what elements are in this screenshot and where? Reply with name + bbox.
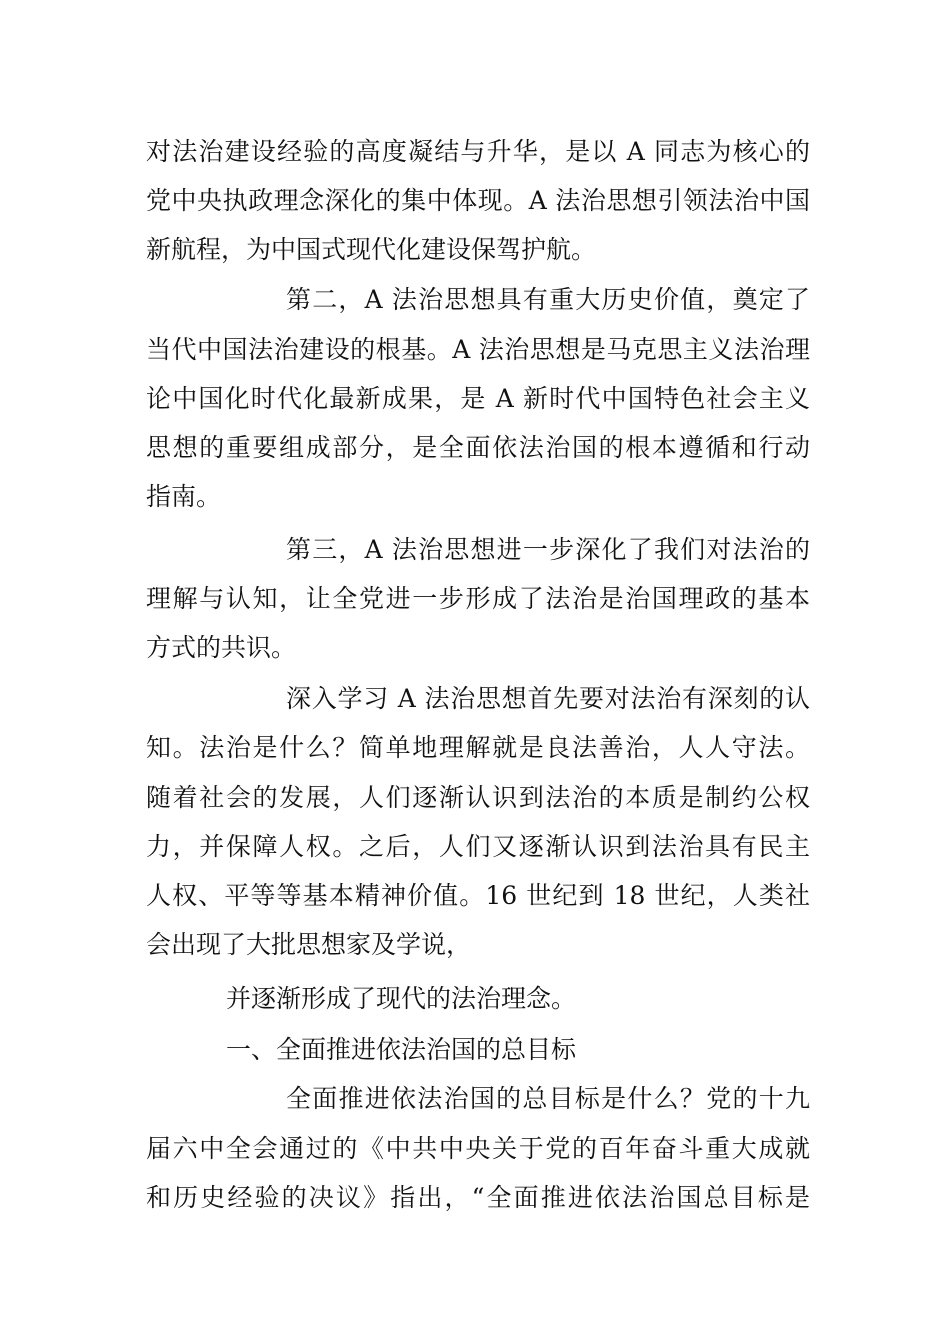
text-line: 新航程，为中国式现代化建设保驾护航。 bbox=[146, 235, 597, 264]
text-line: 深入学习 A 法治思想首先要对法治有深刻的认 bbox=[286, 684, 810, 713]
text-line: 届六中全会通过的《中共中央关于党的百年奋斗重大成就 bbox=[146, 1134, 810, 1163]
text-line: 方式的共识。 bbox=[146, 633, 297, 662]
text-line: 和历史经验的决议》指出，“全面推进依法治国总目标是 bbox=[146, 1183, 810, 1212]
text-line: 力，并保障人权。之后，人们又逐渐认识到法治具有民主 bbox=[146, 832, 810, 861]
text-line: 论中国化时代化最新成果，是 A 新时代中国特色社会主义 bbox=[146, 384, 810, 413]
text-line: 知。法治是什么？简单地理解就是良法善治，人人守法。 bbox=[146, 733, 810, 762]
text-line: 党中央执政理念深化的集中体现。A 法治思想引领法治中国 bbox=[146, 186, 810, 215]
text-line: 指南。 bbox=[146, 482, 222, 511]
section-heading: 一、全面推进依法治国的总目标 bbox=[226, 1035, 577, 1064]
text-line: 思想的重要组成部分，是全面依法治国的根本遵循和行动 bbox=[146, 433, 810, 462]
text-line: 随着社会的发展，人们逐渐认识到法治的本质是制约公权 bbox=[146, 783, 810, 812]
text-line: 并逐渐形成了现代的法治理念。 bbox=[226, 984, 577, 1013]
text-line: 会出现了大批思想家及学说， bbox=[146, 930, 472, 959]
text-line: 当代中国法治建设的根基。A 法治思想是马克思主义法治理 bbox=[146, 335, 810, 364]
text-line: 人权、平等等基本精神价值。16 世纪到 18 世纪，人类社 bbox=[146, 881, 810, 910]
text-line: 第三，A 法治思想进一步深化了我们对法治的 bbox=[286, 535, 810, 564]
text-line: 全面推进依法治国的总目标是什么？党的十九 bbox=[286, 1084, 810, 1113]
text-line: 理解与认知，让全党进一步形成了法治是治国理政的基本 bbox=[146, 584, 810, 613]
text-line: 第二，A 法治思想具有重大历史价值，奠定了 bbox=[286, 285, 810, 314]
text-line: 对法治建设经验的高度凝结与升华，是以 A 同志为核心的 bbox=[146, 137, 810, 166]
